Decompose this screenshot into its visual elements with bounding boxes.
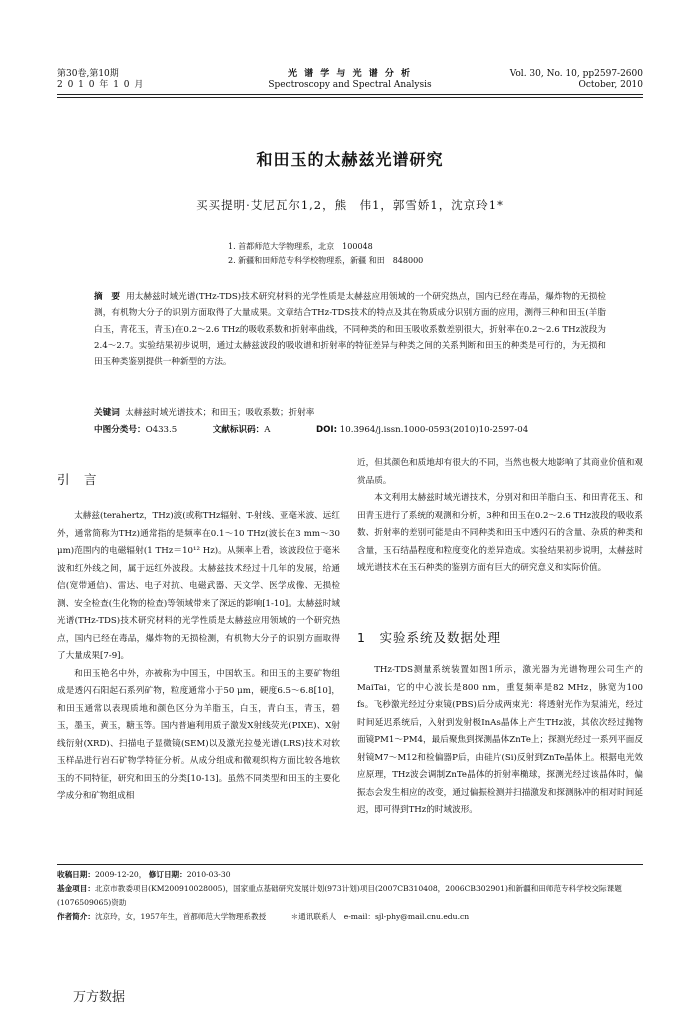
left-column: [57, 508, 340, 806]
intro-paragraph: 和田玉艳名中外，亦被称为中国玉，中国软玉。和田玉的主要矿物组成是透闪石阳起石系列矿物，粒度通常小于50 μm，硬度6.5～6.8[10]，和田玉通常以表现质地和颜色区分为羊脂玉，白玉，青白玉，青玉，碧玉，墨玉，黄玉，糖玉等。国内普遍利用质子激发X射线荧光(PIXE)、X射线衍射(XRD)、扫描电子显微镜(SEM)以及激光拉曼光谱(LRS)技术对软玉样品进行岩石矿物学特征分析。从成分组成和微观织构方面比较各地软玉的不同特征，研究和田玉的分类[10-13]。虽然不同类型和田玉的主要化学成分和矿物组成相: [57, 668, 340, 801]
author-list: 买买提明·艾尼瓦尔1,2，熊 伟1，郭雪娇1，沈京玲1*: [196, 198, 504, 212]
intro-heading: 引 言: [57, 472, 98, 487]
doi-label: DOI:: [315, 425, 338, 435]
header-volume: 第30卷,第10期: [57, 69, 119, 79]
header-month: October, 2010: [578, 80, 643, 90]
header-vol-pages: Vol. 30, No. 10, pp2597-2600: [509, 69, 643, 79]
contact-email: ＊通讯联系人 e-mail：sjl-phy@mail.cnu.edu.cn: [290, 912, 470, 921]
journal-name-en: Spectroscopy and Spectral Analysis: [268, 80, 432, 90]
footnote-rule: [57, 864, 643, 865]
affiliation-2: 2. 新疆和田师范专科学校物理系，新疆 和田 848000: [228, 256, 424, 265]
abstract-text: 用太赫兹时域光谱(THz-TDS)技术研究材料的光学性质是太赫兹应用领域的一个研究热点，国内已经在毒品，爆炸物的无损检测，有机物大分子的识别方面取得了大量成果。文章结合THz-TDS技术的特点及其在物质成分识别方面的应用，测得三种和田玉(羊脂白玉，青花玉，青玉)在0.2～2.6 THz的吸收系数和折射率曲线，不同种类的和田玉吸收系数差别很大，折射率在0.2～2.6 THz波段为2.4～2.7。实验结果初步说明，通过太赫兹波段的吸收谱和折射率的特征差异与种类之间的关系判断和田玉的种类是可行的，为无损和田玉种类鉴别提供一种新型的方法。: [94, 292, 606, 368]
received-line: [57, 868, 643, 882]
fund-label: 基金项目：: [57, 884, 95, 893]
received-label: 收稿日期：: [57, 870, 95, 879]
author-bio-label: 作者简介：: [57, 912, 95, 921]
doc-code: A: [264, 425, 271, 435]
author-bio: 沈京玲，女，1957年生，首都师范大学物理系教授: [94, 912, 267, 921]
abstract-label: 摘 要: [94, 292, 121, 302]
right-paragraph: 本文利用太赫兹时域光谱技术，分别对和田羊脂白玉、和田青花玉、和田青玉进行了系统的观测和分析，3种和田玉在0.2～2.6 THz波段的吸收系数、折射率的差别可能是由不同种类和田玉中透闪石的含量、杂质的种类和含量，玉石结晶程度和粒度变化的差异造成。实验结果初步说明，太赫兹时域光谱技术在玉石种类的鉴别方面有巨大的研究意义和实际价值。: [357, 493, 643, 573]
fund-text: 北京市教委项目(KM200910028005)，国家重点基础研究发展计划(973计划)项目(2007CB310408，2006CB302901)和新疆和田师范专科学校交际课题(1076509065)资助: [57, 884, 622, 907]
footnotes: [57, 868, 643, 924]
revised-date: 2010-03-30: [186, 870, 231, 879]
paper-title: 和田玉的太赫兹光谱研究: [256, 150, 444, 169]
header-citation: [510, 69, 643, 91]
keywords-line: [94, 405, 314, 421]
classification-line: [94, 422, 614, 438]
section-1-heading: 1 实验系统及数据处理: [357, 630, 501, 645]
abstract: [94, 289, 606, 370]
watermark-wanfang: 万方数据: [73, 990, 126, 1005]
affiliation-1: 1. 首都师范大学物理系，北京 100048: [228, 242, 373, 251]
keywords-label: 关键词: [94, 408, 120, 418]
right-paragraph-continued: 近，但其颜色和质地却有很大的不同，当然也极大地影响了其商业价值和观赏品质。: [357, 458, 643, 486]
header-date: 2 0 1 0 年 1 0 月: [57, 80, 145, 90]
section-1-paragraph: THz-TDS测量系统装置如图1所示，激光器为光谱物理公司生产的MaiTai，它的中心波长是800 nm，重复频率是82 MHz，脉宽为100 fs。飞秒激光经过分束镜(PBS)后分成两束光：将透射光作为泵浦光，经过时间延迟系统后，入射到发射极InAs晶体上产生THz波，其依次经过抛物面镜PM1～PM4，最后聚焦到探测晶体ZnTe上；探测光经过一系列平面反射镜M7～M12和检偏器P后，由硅片(Si)反射到ZnTe晶体上。根据电光效应原理，THz波会调制ZnTe晶体的折射率椭球，探测光经过该晶体时，偏振态会发生相应的改变，通过偏振检测并扫描激发和探测脉冲的相对时间延迟，即可得到THz的时域波形。: [357, 665, 643, 815]
revised-label: 修订日期：: [148, 870, 187, 879]
right-column: [357, 455, 643, 578]
clc-label: 中图分类号：: [94, 425, 146, 435]
keywords: 太赫兹时域光谱技术；和田玉；吸收系数；折射率: [125, 408, 315, 418]
doi: 10.3964/j.issn.1000-0593(2010)10-2597-04: [339, 425, 529, 435]
doc-code-label: 文献标识码：: [212, 425, 265, 435]
intro-paragraph: 太赫兹(terahertz，THz)波(或称THz辐射、T-射线、亚毫米波、远红外，通常简称为THz)通常指的是频率在0.1～10 THz(波长在3 mm～30 μm)范围内的电磁辐射(1 THz＝10¹² Hz)。从频率上看，该波段位于毫米波和红外线之间，属于远红外波段。太赫兹技术经过十几年的发展，给通信(宽带通信)、雷达、电子对抗、电磁武器、天文学、医学成像、无损检测、安全检查(生化物的检查)等领域带来了深远的影响[1-10]。太赫兹时域光谱(THz-TDS)技术研究材料的光学性质是太赫兹应用领域的一个研究热点，国内已经在毒品，爆炸物的无损检测，有机物大分子的识别方面取得了大量成果[7-9]。: [57, 511, 340, 661]
fund-line: [57, 882, 643, 910]
author-bio-line: [57, 910, 643, 924]
clc-number: O433.5: [145, 425, 178, 435]
received-date: 2009-12-20，: [94, 870, 147, 879]
header-rule: [57, 94, 643, 95]
section-1-body: [357, 662, 643, 820]
header-rule-thin: [57, 97, 643, 98]
journal-name-cn: 光 谱 学 与 光 谱 分 析: [288, 69, 412, 79]
